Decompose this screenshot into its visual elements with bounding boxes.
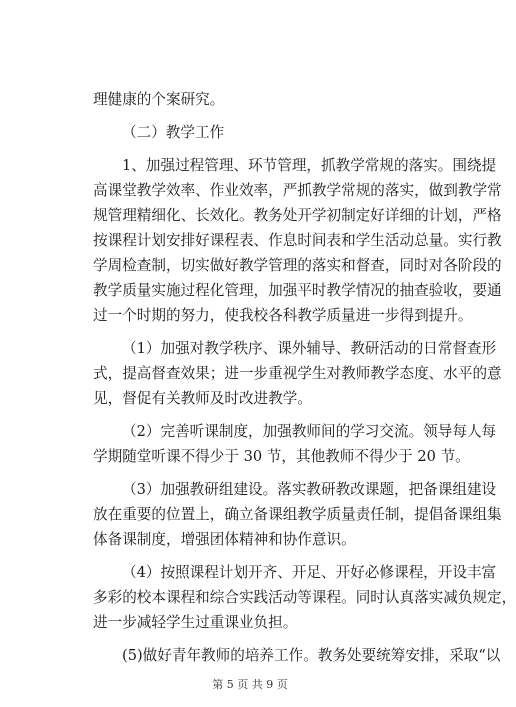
text-line: （2）完善听课制度，加强教师间的学习交流。领导每人每 <box>122 423 497 440</box>
text-line: 学周检查制，切实做好教学管理的落实和督查，同时对各阶段的 <box>93 257 502 274</box>
text-line: （二）教学工作 <box>122 124 225 141</box>
section-heading-teaching-work <box>93 123 420 143</box>
text-line: (5)做好青年教师的培养工作。教务处要统筹安排，采取“以 <box>122 647 501 664</box>
text-line: 放在重要的位置上，确立备课组教学质量责任制，提倡备课组集 <box>93 506 502 523</box>
document-body <box>93 90 516 666</box>
text-line: 教学质量实施过程化管理，加强平时教学情况的抽查验收，要通 <box>93 282 502 299</box>
text-line: 体备课制度，增强团体精神和协作意识。 <box>93 531 356 548</box>
text-line: （4）按照课程计划开齐、开足、开好必修课程，开设丰富 <box>122 564 497 581</box>
text-line: 进一步减轻学生过重课业负担。 <box>93 614 298 631</box>
text-line: 式，提高督查效果；进一步重视学生对教师教学态度、水平的意 <box>93 365 502 382</box>
text-line: 多彩的校本课程和综合实践活动等课程。同时认真落实减负规定， <box>93 589 516 606</box>
text-line: 过一个时期的努力，使我校各科教学质量进一步得到提升。 <box>93 307 473 324</box>
paragraph-item-1 <box>93 339 502 409</box>
paragraph-item-2 <box>93 422 497 467</box>
text-line: 高课堂教学效率、作业效率，严抓教学常规的落实，做到教学常 <box>93 182 502 199</box>
paragraph-intro-tail <box>93 90 420 110</box>
paragraph-process-management <box>93 156 502 326</box>
page-number-footer: 第 5 页 共 9 页 <box>212 678 288 691</box>
text-line: 学期随堂听课不得少于 30 节，其他教师不得少于 20 节。 <box>93 448 470 465</box>
text-line: 按课程计划安排好课程表、作息时间表和学生活动总量。实行教 <box>93 232 502 249</box>
paragraph-item-5 <box>93 646 501 666</box>
paragraph-item-4 <box>93 563 516 633</box>
text-line: （3）加强教研组建设。落实教研教改课题，把备课组建设 <box>122 481 497 498</box>
text-line: 规管理精细化、长效化。教务处开学初制定好详细的计划，严格 <box>93 207 502 224</box>
text-line: 1、加强过程管理、环节管理，抓教学常规的落实。围绕提 <box>122 157 497 174</box>
text-line: （1）加强对教学秩序、课外辅导、教研活动的日常督查形 <box>122 340 497 357</box>
text-line: 见，督促有关教师及时改进教学。 <box>93 390 312 407</box>
text-line: 理健康的个案研究。 <box>93 91 225 108</box>
paragraph-item-3 <box>93 480 502 550</box>
